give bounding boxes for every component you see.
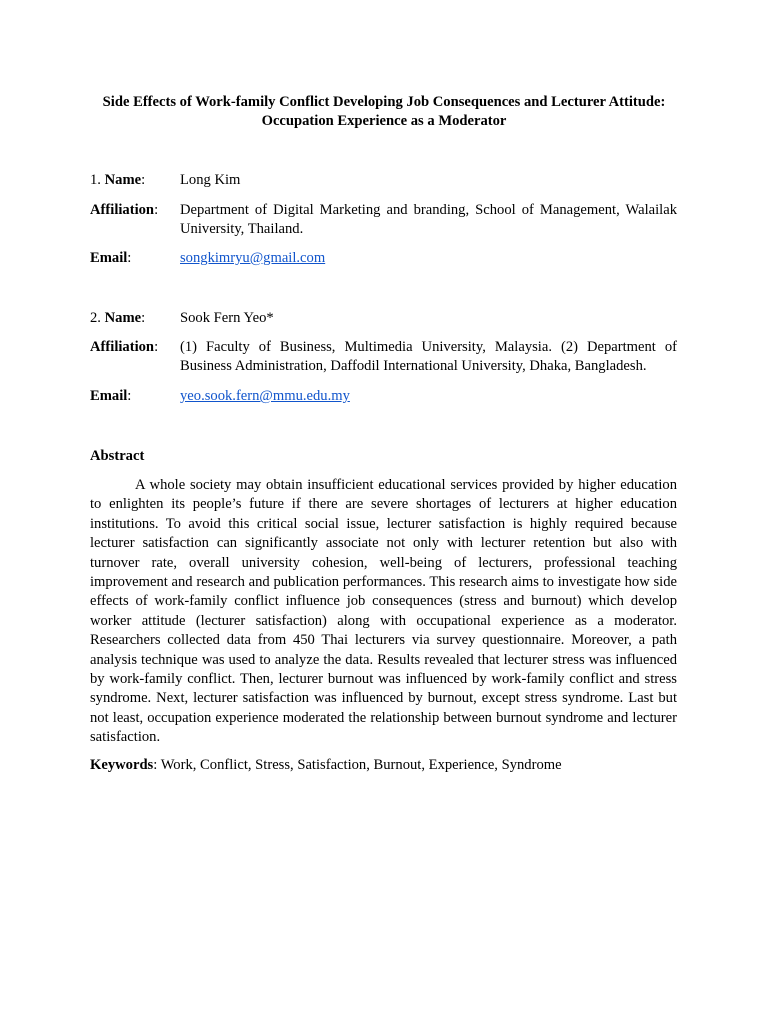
email-label: Email xyxy=(90,250,128,266)
name-label: Name xyxy=(104,172,142,188)
abstract-heading: Abstract xyxy=(90,448,145,464)
author-1-name: Long Kim xyxy=(180,172,241,188)
author-2-affiliation-row: Affiliation: (1) Faculty of Business, Multimedia University, Malaysia. (2) Department of Business Administration, Daffodil International University, Dhaka, Bangladesh. xyxy=(90,338,677,377)
paper-title-line-1: Side Effects of Work-family Conflict Developing Job Consequences and Lecturer Attitude: xyxy=(102,94,666,110)
author-1-affiliation-row: Affiliation: Department of Digital Marketing and branding, School of Management, Walailak University, Thailand. xyxy=(90,201,677,240)
author-1-name-row: 1. Name: Long Kim xyxy=(90,171,677,190)
paper-title xyxy=(88,93,680,132)
author-2-name-row: 2. Name: Sook Fern Yeo* xyxy=(90,309,677,328)
paper-title-line-2: Occupation Experience as a Moderator xyxy=(261,113,507,130)
author-2-number: 2. xyxy=(90,310,101,326)
author-1-number: 1. xyxy=(90,172,101,188)
author-1-affiliation: Department of Digital Marketing and branding, School of Management, Walailak University, Thailand. xyxy=(180,202,677,238)
keywords xyxy=(90,756,677,775)
affiliation-label: Affiliation xyxy=(90,339,155,355)
abstract-text: A whole society may obtain insufficient educational services provided by higher education to enlighten its people’s future if there are severe shortages of lecturers at higher education institutions. To avoid this critical social issue, lecturer satisfaction is highly required because lecturer satisfaction can significantly associate not only with lecturer retention but also with turnover rate, overall university cohesion, well-being of lecturers, professional teaching improvement and research and publication performances. This research aims to investigate how side effects of work-family conflict influence job consequences (stress and burnout) which develop worker attitude (lecturer satisfaction) along with occupational experience as a moderator. Researchers collected data from 450 Thai lecturers via survey questionnaire. Moreover, a path analysis technique was used to analyze the data. Results revealed that lecturer stress was influenced by work-family conflict. Then, lecturer burnout was influenced by work-family conflict and stress syndrome. Next, lecturer satisfaction was influenced by burnout, except stress syndrome. Last but not least, occupation experience moderated the relationship between burnout syndrome and lecturer satisfaction. xyxy=(90,477,677,746)
author-2-affiliation: (1) Faculty of Business, Multimedia University, Malaysia. (2) Department of Business Administration, Daffodil International University, Dhaka, Bangladesh. xyxy=(180,339,677,375)
author-1-email-row: Email: songkimryu@gmail.com xyxy=(90,250,326,266)
author-2-email-link[interactable]: yeo.sook.fern@mmu.edu.my xyxy=(180,388,350,404)
keywords-list: : Work, Conflict, Stress, Satisfaction, Burnout, Experience, Syndrome xyxy=(153,757,562,773)
author-2-name: Sook Fern Yeo* xyxy=(180,310,274,326)
author-1-email-link[interactable]: songkimryu@gmail.com xyxy=(180,250,326,266)
author-2-email-row: Email: yeo.sook.fern@mmu.edu.my xyxy=(90,388,350,404)
email-label: Email xyxy=(90,388,128,404)
name-label: Name xyxy=(104,310,142,326)
affiliation-label: Affiliation xyxy=(90,202,155,218)
keywords-label: Keywords xyxy=(90,757,154,773)
